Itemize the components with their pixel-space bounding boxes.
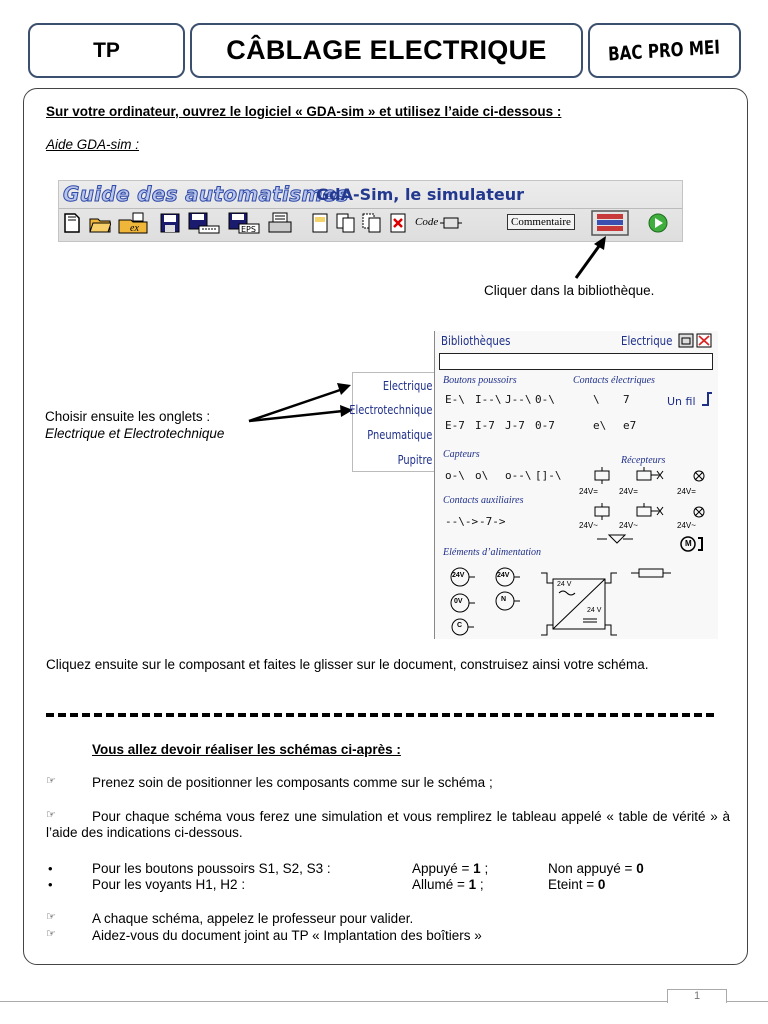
tabs-note-line2: Electrique et Electrotechnique [45, 426, 225, 441]
print-icon[interactable] [267, 212, 293, 234]
footer-line [0, 1001, 768, 1002]
push-button-symbol[interactable]: J--\ [505, 393, 532, 406]
toolbar-title: GdA-Sim, le simulateur [316, 185, 524, 204]
library-title: Bibliothèques [441, 334, 511, 348]
tabs-arrows-icon [245, 375, 357, 435]
wire-label[interactable]: Un fil [667, 395, 696, 408]
hand-pointer-icon: ☞ [46, 928, 56, 940]
section-title: Vous allez devoir réaliser les schémas ci-après : [92, 742, 401, 757]
library-header [435, 331, 718, 351]
instruction-text: Sur votre ordinateur, ouvrez le logiciel « GDA-sim » et utilisez l’aide ci-dessous : [46, 104, 562, 119]
code-label[interactable]: Code [415, 216, 439, 228]
section-power-supply: Eléments d’alimentation [443, 547, 542, 558]
export-eps-icon[interactable] [227, 212, 261, 234]
contact-no-symbol[interactable]: \ [593, 393, 600, 406]
aide-label: Aide GDA-sim : [46, 137, 140, 152]
supply-label: 0V [454, 598, 463, 605]
hand-pointer-icon: ☞ [46, 775, 56, 787]
svg-text:ex: ex [130, 223, 139, 234]
section-receivers: Récepteurs [621, 455, 666, 466]
sensor-symbol[interactable]: o-\ [445, 469, 465, 482]
comment-button[interactable]: Commentaire [507, 214, 575, 230]
library-window [434, 331, 718, 639]
instruction-item: A chaque schéma, appelez le professeur pour valider. [92, 911, 414, 926]
contact-symbol[interactable]: e\ [593, 419, 607, 432]
save-floppy-icon[interactable] [187, 212, 221, 234]
truth-row-label: Pour les voyants H1, H2 : [92, 877, 246, 892]
sensor-symbol[interactable]: []-\ [535, 469, 562, 482]
save-icon[interactable] [159, 212, 181, 234]
library-category: Electrique [621, 334, 673, 348]
contact-symbol[interactable]: e7 [623, 419, 637, 432]
voltage-label: 24V~ [619, 521, 638, 530]
page-icon[interactable] [309, 212, 331, 234]
supply-label: 24V [497, 572, 510, 579]
supply-label: 24V [452, 572, 465, 579]
aux-contact-symbol[interactable]: -7-> [479, 515, 506, 528]
section-contacts: Contacts électriques [573, 375, 655, 386]
copy-icon[interactable] [335, 212, 357, 234]
tp-label: TP [93, 38, 120, 62]
sensor-symbol[interactable]: o--\ [505, 469, 532, 482]
transformer-label: 24 V [587, 607, 602, 614]
section-sensors: Capteurs [443, 449, 480, 460]
voltage-label: 24V= [579, 487, 598, 496]
hand-pointer-icon: ☞ [46, 809, 56, 821]
close-icon[interactable] [696, 333, 712, 348]
page-number: 1 [667, 989, 727, 1003]
supply-label: N [501, 596, 507, 603]
instruction-item: Aidez-vous du document joint au TP « Implantation des boîtiers » [92, 928, 482, 943]
truth-row-label: Pour les boutons poussoirs S1, S2, S3 : [92, 861, 331, 876]
push-button-symbol[interactable]: 0-\ [535, 393, 555, 406]
drag-instruction: Cliquez ensuite sur le composant et faites le glisser sur le document, construisez ainsi votre schéma. [46, 657, 649, 672]
motor-symbol[interactable] [679, 535, 705, 553]
hand-pointer-icon: ☞ [46, 911, 56, 923]
push-button-symbol[interactable]: E-7 [445, 419, 465, 432]
motor-label: M [685, 539, 692, 548]
tabs-note-line1: Choisir ensuite les onglets : [45, 409, 211, 424]
push-button-symbol[interactable]: E-\ [445, 393, 465, 406]
voltage-label: 24V~ [579, 521, 598, 530]
voltage-label: 24V= [677, 487, 696, 496]
aux-contact-symbol[interactable]: --\-> [445, 515, 479, 528]
section-aux-contacts: Contacts auxiliaires [443, 495, 524, 506]
toolbar-divider [59, 208, 682, 209]
library-search-input[interactable] [439, 353, 713, 370]
paste-icon[interactable] [361, 212, 383, 234]
toolbar-brand: Guide des automatismes [63, 182, 349, 206]
instruction-item: Prenez soin de positionner les composants comme sur le schéma ; [92, 775, 493, 790]
code-icon[interactable] [440, 214, 462, 232]
contact-nc-symbol[interactable]: 7 [623, 393, 630, 406]
section-divider [46, 713, 714, 717]
sensor-symbol[interactable]: o\ [475, 469, 489, 482]
delete-icon[interactable] [387, 212, 409, 234]
truth-row-on: Allumé = 1 ; [412, 877, 484, 892]
restore-icon[interactable] [678, 333, 694, 348]
page-title: CÂBLAGE ELECTRIQUE [226, 35, 547, 65]
instruction-item: Pour chaque schéma vous ferez une simulation et vous remplirez le tableau appelé « table de vérité » à l’aide des indications ci-dessous. [46, 809, 730, 840]
bullet-dot-icon: • [48, 877, 53, 892]
tab-pupitre[interactable]: Pupitre [397, 453, 432, 467]
truth-row-off: Eteint = 0 [548, 877, 606, 892]
fuse-symbol[interactable] [631, 567, 671, 579]
diode-symbol[interactable] [595, 533, 635, 545]
title-box [190, 23, 583, 78]
tab-electrotechnique[interactable]: Electrotechnique [348, 403, 432, 417]
library-tabs [348, 372, 436, 472]
course-badge: BAC PRO MEI [608, 35, 721, 66]
svg-text:EPS: EPS [241, 225, 256, 234]
push-button-symbol[interactable]: I--\ [475, 393, 502, 406]
voltage-label: 24V= [619, 487, 638, 496]
open-folder-icon[interactable] [89, 212, 111, 234]
examples-icon[interactable] [117, 212, 151, 234]
transformer-symbol[interactable] [539, 571, 619, 637]
transformer-label: 24 V [557, 581, 572, 588]
library-click-note: Cliquer dans la bibliothèque. [484, 283, 655, 298]
section-push-buttons: Boutons poussoirs [443, 375, 517, 386]
push-button-symbol[interactable]: I-7 [475, 419, 495, 432]
pointer-arrow-icon [570, 232, 620, 282]
badge-box [588, 23, 741, 78]
wire-icon[interactable] [701, 391, 713, 407]
truth-row-on: Appuyé = 1 ; [412, 861, 489, 876]
supply-label: C [457, 622, 463, 629]
tab-pneumatique[interactable]: Pneumatique [366, 428, 432, 442]
new-file-icon[interactable] [61, 212, 83, 234]
push-button-symbol[interactable]: J-7 [505, 419, 525, 432]
tp-label-box [28, 23, 185, 78]
bullet-dot-icon: • [48, 861, 53, 876]
tab-electrique[interactable]: Electrique [382, 379, 432, 393]
push-button-symbol[interactable]: 0-7 [535, 419, 555, 432]
truth-row-off: Non appuyé = 0 [548, 861, 644, 876]
voltage-label: 24V~ [677, 521, 696, 530]
run-icon[interactable] [647, 212, 669, 234]
